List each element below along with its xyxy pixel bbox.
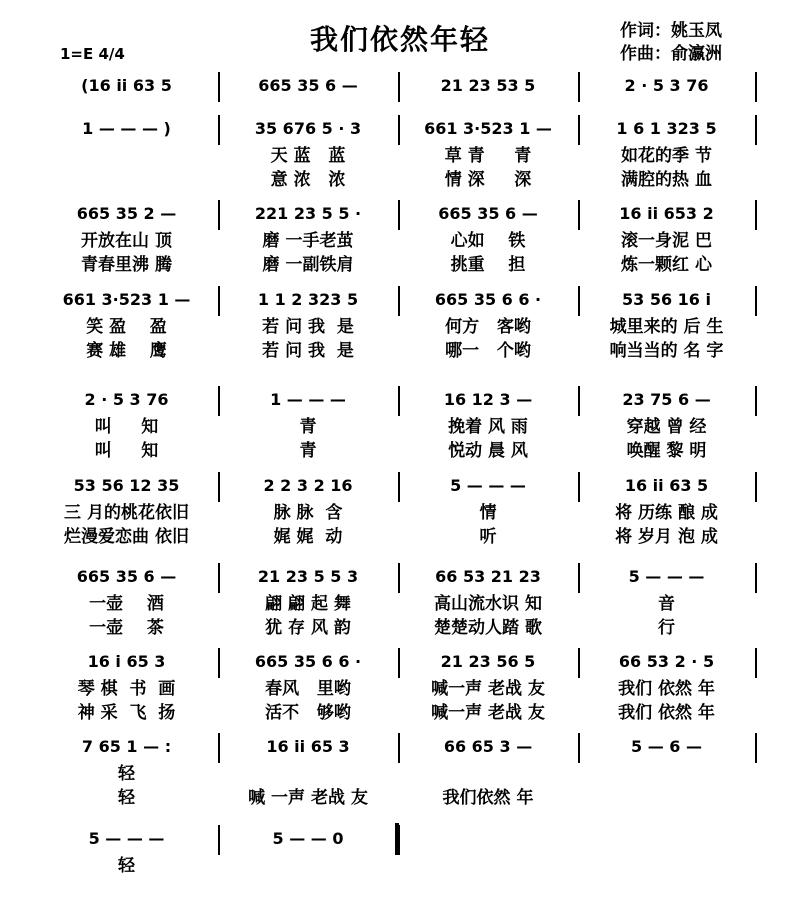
bar-line bbox=[578, 72, 580, 102]
lyric-segment: 烂漫爱恋曲 依旧 bbox=[64, 527, 189, 547]
system-row bbox=[0, 648, 800, 676]
bar-line bbox=[755, 72, 757, 102]
composer: 作曲：俞瀛洲 bbox=[620, 44, 722, 64]
lyric-segment: 青春里沸 腾 bbox=[81, 255, 172, 275]
lyric-segment: 青 bbox=[299, 441, 317, 461]
credits bbox=[620, 20, 722, 66]
bar-line bbox=[218, 648, 220, 678]
lyric-line bbox=[0, 169, 800, 191]
bar-line bbox=[398, 472, 400, 502]
bar-line bbox=[755, 472, 757, 502]
lyric-segment: 磨 一手老茧 bbox=[262, 231, 354, 251]
measure: 661 3·523 1 — bbox=[62, 290, 191, 309]
lyric-segment: 青 bbox=[299, 417, 317, 437]
bar-line bbox=[218, 200, 220, 230]
lyric-segment: 将 岁月 泡 成 bbox=[615, 527, 718, 547]
measure: 665 35 6 — bbox=[76, 567, 177, 586]
measure: 221 23 5 5 · bbox=[254, 204, 362, 223]
system-row bbox=[0, 386, 800, 414]
bar-line bbox=[218, 472, 220, 502]
lyric-line bbox=[0, 526, 800, 548]
lyric-line bbox=[0, 678, 800, 700]
lyric-segment: 三 月的桃花依旧 bbox=[64, 503, 189, 523]
bar-line bbox=[578, 386, 580, 416]
lyric-line bbox=[0, 763, 800, 785]
bar-line bbox=[578, 115, 580, 145]
measure: 5 — — — bbox=[88, 829, 165, 848]
bar-line bbox=[578, 200, 580, 230]
lyric-segment: 轻 bbox=[118, 788, 135, 808]
bar-line bbox=[755, 115, 757, 145]
bar-line bbox=[398, 563, 400, 593]
lyric-segment: 如花的季 节 bbox=[621, 146, 712, 166]
bar-line bbox=[398, 286, 400, 316]
lyric-segment: 磨 一副铁肩 bbox=[262, 255, 354, 275]
lyric-segment: 一壶 茶 bbox=[89, 618, 164, 638]
measure: 16 12 3 — bbox=[443, 390, 533, 409]
system-row bbox=[0, 115, 800, 143]
lyric-line bbox=[0, 617, 800, 639]
bar-line bbox=[398, 72, 400, 102]
lyric-segment: 脉 脉 含 bbox=[273, 503, 343, 523]
lyric-segment: 喊一声 老战 友 bbox=[431, 679, 545, 699]
measure: 66 53 21 23 bbox=[435, 567, 541, 586]
lyric-segment: 犹 存 风 韵 bbox=[265, 618, 351, 638]
lyric-segment: 响当当的 名 字 bbox=[609, 341, 724, 361]
measure: 5 — 6 — bbox=[631, 737, 702, 756]
lyric-line bbox=[0, 787, 800, 809]
lyric-segment: 叫 知 bbox=[94, 441, 159, 461]
bar-line bbox=[398, 200, 400, 230]
lyric-segment: 轻 bbox=[118, 764, 135, 784]
measure: 53 56 12 35 bbox=[73, 476, 180, 495]
bar-line bbox=[398, 733, 400, 763]
bar-line bbox=[218, 733, 220, 763]
key-signature: 1=E 4/4 bbox=[60, 45, 125, 63]
lyric-segment: 挽着 风 雨 bbox=[448, 417, 528, 437]
lyricist: 作词：姚玉凤 bbox=[620, 21, 722, 41]
measure: 5 — — 0 bbox=[272, 829, 344, 848]
bar-line bbox=[578, 563, 580, 593]
lyric-segment: 听 bbox=[479, 527, 497, 547]
measure: 2 · 5 3 76 bbox=[624, 76, 709, 95]
lyric-line bbox=[0, 230, 800, 252]
bar-line bbox=[755, 386, 757, 416]
lyric-line bbox=[0, 855, 800, 877]
lyric-segment: 城里来的 后 生 bbox=[609, 317, 724, 337]
measure: 35 676 5 · 3 bbox=[254, 119, 362, 138]
measure: 16 i 65 3 bbox=[87, 652, 166, 671]
measure: 665 35 6 6 · bbox=[254, 652, 362, 671]
lyric-segment: 高山流水识 知 bbox=[434, 594, 542, 614]
bar-line bbox=[755, 733, 757, 763]
bar-line bbox=[578, 733, 580, 763]
bar-line bbox=[755, 286, 757, 316]
measure: 5 — — — bbox=[628, 567, 705, 586]
lyric-segment: 我们依然 年 bbox=[442, 788, 534, 808]
system-row bbox=[0, 733, 800, 761]
lyric-segment: 唤醒 黎 明 bbox=[626, 441, 707, 461]
measure: 2 2 3 2 16 bbox=[263, 476, 353, 495]
lyric-segment: 神 采 飞 扬 bbox=[77, 703, 176, 723]
lyric-segment: 行 bbox=[658, 618, 675, 638]
measure: 53 56 16 i bbox=[622, 290, 711, 309]
system-row bbox=[0, 72, 800, 100]
measure: (16 ii 63 5 bbox=[81, 76, 172, 95]
lyric-segment: 天 蓝 蓝 bbox=[270, 146, 346, 166]
lyric-segment: 叫 知 bbox=[94, 417, 159, 437]
lyric-segment: 翩 翩 起 舞 bbox=[265, 594, 351, 614]
measure: 1 6 1 323 5 bbox=[616, 119, 717, 138]
measure: 665 35 6 — bbox=[438, 204, 538, 223]
measure: 21 23 5 5 3 bbox=[257, 567, 359, 586]
lyric-segment: 满腔的热 血 bbox=[621, 170, 712, 190]
lyric-segment: 意 浓 浓 bbox=[270, 170, 346, 190]
lyric-segment: 春风 里哟 bbox=[265, 679, 351, 699]
lyric-segment: 开放在山 顶 bbox=[81, 231, 172, 251]
lyric-segment: 哪一 个哟 bbox=[445, 341, 531, 361]
measure: 16 ii 63 5 bbox=[624, 476, 709, 495]
measure: 1 1 2 323 5 bbox=[257, 290, 359, 309]
lyric-segment: 挑重 担 bbox=[450, 255, 526, 275]
measure: 2 · 5 3 76 bbox=[84, 390, 169, 409]
bar-line bbox=[578, 648, 580, 678]
bar-line bbox=[398, 115, 400, 145]
measure: 16 ii 65 3 bbox=[266, 737, 350, 756]
bar-line bbox=[218, 286, 220, 316]
bar-line bbox=[578, 472, 580, 502]
bar-line bbox=[218, 386, 220, 416]
lyric-segment: 赛 雄 鹰 bbox=[86, 341, 167, 361]
measure: 66 65 3 — bbox=[443, 737, 533, 756]
lyric-line bbox=[0, 416, 800, 438]
bar-line bbox=[218, 115, 220, 145]
measure: 5 — — — bbox=[450, 476, 526, 495]
lyric-segment: 楚楚动人踏 歌 bbox=[434, 618, 542, 638]
lyric-segment: 一壶 酒 bbox=[89, 594, 164, 614]
lyric-segment: 将 历练 酿 成 bbox=[615, 503, 718, 523]
measure: 23 75 6 — bbox=[622, 390, 711, 409]
bar-line bbox=[755, 200, 757, 230]
lyric-segment: 喊一声 老战 友 bbox=[431, 703, 545, 723]
song-title: 我们依然年轻 bbox=[309, 23, 490, 56]
lyric-segment: 音 bbox=[658, 594, 675, 614]
measure: 1 — — — bbox=[270, 390, 346, 409]
system-row bbox=[0, 286, 800, 314]
lyric-line bbox=[0, 316, 800, 338]
lyric-segment: 活不 够哟 bbox=[265, 703, 351, 723]
measure: 1 — — — ) bbox=[82, 119, 171, 138]
bar-line bbox=[218, 563, 220, 593]
measure: 665 35 2 — bbox=[76, 204, 177, 223]
measure: 7 65 1 — : bbox=[81, 737, 172, 756]
lyric-segment: 琴 棋 书 画 bbox=[77, 679, 176, 699]
bar-line bbox=[578, 286, 580, 316]
lyric-line bbox=[0, 254, 800, 276]
system-row bbox=[0, 563, 800, 591]
measure: 21 23 56 5 bbox=[440, 652, 536, 671]
bar-line bbox=[218, 72, 220, 102]
lyric-segment: 轻 bbox=[118, 856, 135, 876]
measure: 21 23 53 5 bbox=[440, 76, 536, 95]
lyric-segment: 我们 依然 年 bbox=[618, 679, 715, 699]
system-row bbox=[0, 200, 800, 228]
lyric-segment: 喊 一声 老战 友 bbox=[248, 788, 368, 808]
bar-line bbox=[755, 648, 757, 678]
lyric-segment: 心如 铁 bbox=[450, 231, 526, 251]
lyric-segment: 我们 依然 年 bbox=[618, 703, 715, 723]
lyric-line bbox=[0, 145, 800, 167]
lyric-segment: 何方 客哟 bbox=[445, 317, 531, 337]
lyric-segment: 情 深 深 bbox=[444, 170, 532, 190]
measure: 66 53 2 · 5 bbox=[618, 652, 715, 671]
lyric-segment: 滚一身泥 巴 bbox=[621, 231, 712, 251]
measure: 665 35 6 6 · bbox=[434, 290, 542, 309]
system-row bbox=[0, 472, 800, 500]
lyric-segment: 笑 盈 盈 bbox=[86, 317, 167, 337]
measure: 16 ii 653 2 bbox=[619, 204, 714, 223]
lyric-segment: 穿越 曾 经 bbox=[626, 417, 707, 437]
lyric-segment: 娓 娓 动 bbox=[273, 527, 343, 547]
system-row bbox=[0, 825, 800, 853]
lyric-segment: 悦动 晨 风 bbox=[448, 441, 528, 461]
bar-line bbox=[398, 648, 400, 678]
lyric-line bbox=[0, 593, 800, 615]
lyric-line bbox=[0, 502, 800, 524]
lyric-line bbox=[0, 702, 800, 724]
lyric-line bbox=[0, 440, 800, 462]
measure: 665 35 6 — bbox=[258, 76, 358, 95]
bar-line bbox=[218, 825, 220, 855]
lyric-segment: 情 bbox=[479, 503, 497, 523]
lyric-line bbox=[0, 879, 800, 901]
measure: 661 3·523 1 — bbox=[424, 119, 552, 138]
lyric-segment: 炼一颗红 心 bbox=[621, 255, 712, 275]
bar-line bbox=[755, 563, 757, 593]
final-barline bbox=[395, 823, 399, 855]
lyric-segment: 若 问 我 是 bbox=[262, 317, 354, 337]
lyric-segment: 若 问 我 是 bbox=[262, 341, 354, 361]
lyric-segment: 草 青 青 bbox=[444, 146, 532, 166]
bar-line bbox=[398, 386, 400, 416]
lyric-line bbox=[0, 340, 800, 362]
